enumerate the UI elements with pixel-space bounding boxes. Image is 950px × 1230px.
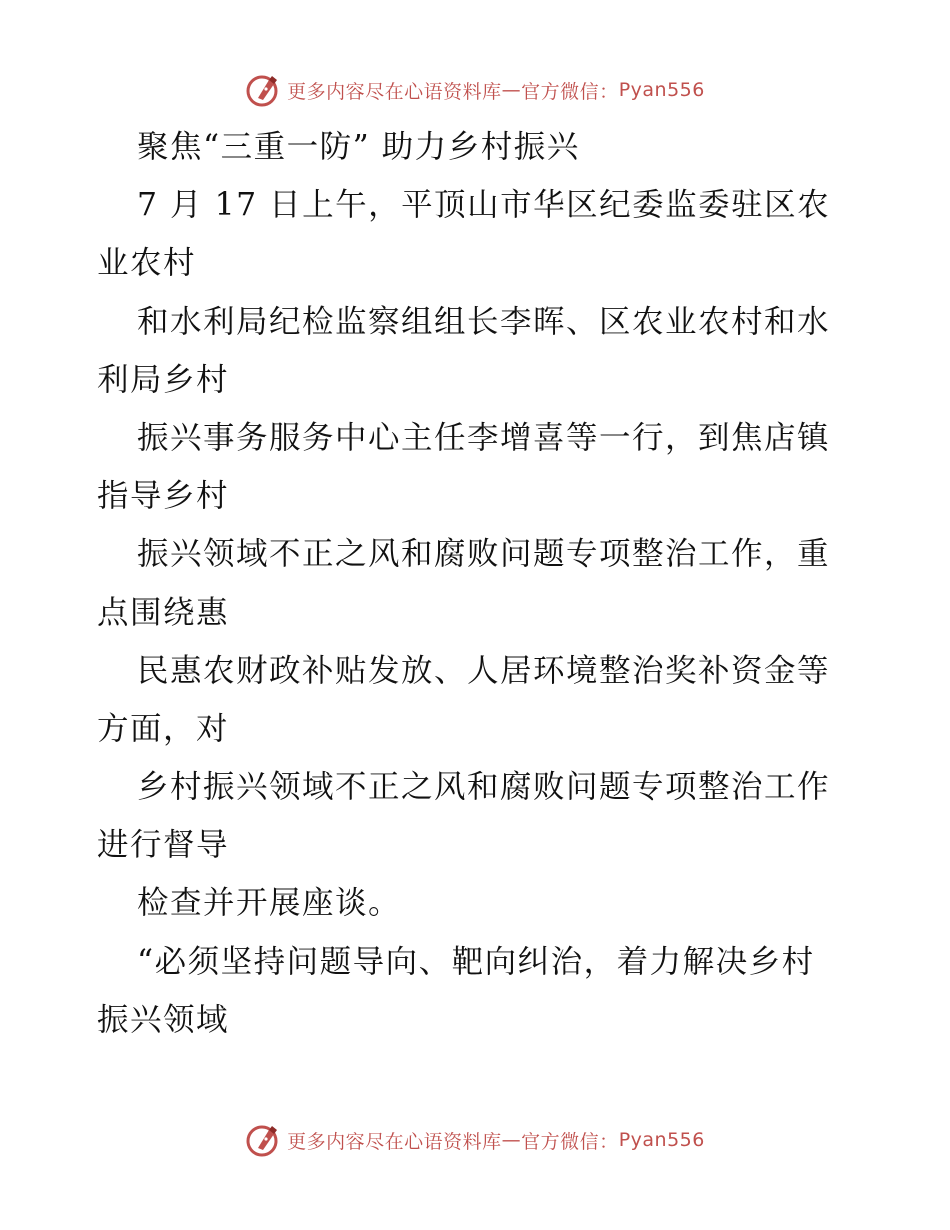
pen-nib-logo-icon (245, 72, 283, 108)
paragraph-line: 检查并开展座谈。 (137, 885, 402, 922)
document-body (97, 118, 857, 1049)
paragraph-line: 点围绕惠 (97, 594, 230, 631)
watermark-wechat-id: Pyan556 (618, 79, 705, 101)
paragraph-line: 方面，对 (97, 710, 230, 747)
paragraph-line: 振兴领域 (97, 1001, 230, 1038)
paragraph-line: 和水利局纪检监察组组长李晖、区农业农村和水 (137, 303, 831, 340)
paragraph-line: 振兴领域不正之风和腐败问题专项整治工作，重 (137, 536, 831, 573)
paragraph-line: 7 月 17 日上午，平顶山市华区纪委监委驻区农 (137, 187, 831, 224)
document-title: 聚焦“三重一防” 助力乡村振兴 (137, 129, 580, 165)
watermark-official-label: 官方微信： (521, 80, 619, 103)
paragraph-line: 利局乡村 (97, 361, 230, 398)
watermark-official-label: 官方微信： (521, 1130, 619, 1153)
paragraph-line: 业农村 (97, 245, 197, 282)
paragraph-line: 民惠农财政补贴发放、人居环境整治奖补资金等 (137, 652, 831, 689)
watermark-text-main: 更多内容尽在心语资料库 (287, 1130, 502, 1153)
paragraph-line: 指导乡村 (97, 478, 230, 515)
paragraph-line: 进行督导 (97, 827, 230, 864)
watermark-banner-bottom (0, 1120, 950, 1160)
paragraph-line: “必须坚持问题导向、靶向纠治，着力解决乡村 (137, 943, 815, 980)
paragraph-line: 振兴事务服务中心主任李增喜等一行，到焦店镇 (137, 419, 831, 456)
watermark-wechat-id: Pyan556 (618, 1129, 705, 1151)
pen-nib-logo-icon (245, 1122, 283, 1158)
watermark-banner-top (0, 70, 950, 110)
watermark-text-main: 更多内容尽在心语资料库 (287, 80, 502, 103)
paragraph-line: 乡村振兴领域不正之风和腐败问题专项整治工作 (137, 769, 831, 806)
watermark-dash: — (501, 1129, 522, 1151)
watermark-dash: — (501, 79, 522, 101)
